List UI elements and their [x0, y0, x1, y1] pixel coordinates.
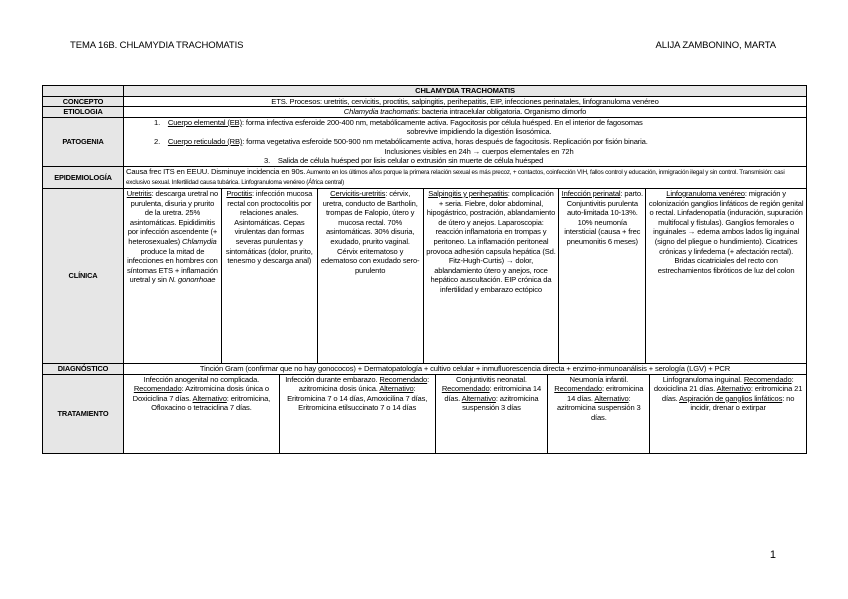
recommended-label: Recomendado [133, 384, 182, 394]
label-concepto: CONCEPTO [43, 96, 124, 107]
uretritis-italic-2: N. gonorrhoae [168, 275, 216, 285]
term-elementary-body: Cuerpo elemental (EB) [167, 117, 242, 127]
epidemiologia-main-text: Causa frec ITS en EEUU. Disminuye incidencia en 90s. [126, 166, 306, 176]
patogenia-item-1 [154, 118, 804, 128]
recommended-label: Recomendado [441, 384, 490, 394]
epidemiologia-small-text: Aumento en los últimos años porque la primera relación sexual es más precoz, + contactos, coinfección VIH, fallos control y educación, inmigración ilegal y sin control. Transmisión: casi exclusivo sexual. Infertilidad causa tubárica. Linfogranuloma venéreo (África central) [126, 168, 785, 187]
label-tratamiento: TRATAMIENTO [43, 374, 124, 453]
cervicitis-text: : cérvix, uretra, conducto de Bartholin, trompas de Falopio, útero y mucosa rectal. 70% asintomáticas. 30% disuria, exudado, prurito vaginal. Cérvix eritematoso y edematoso con exudado sero-purulento [320, 188, 420, 275]
item-text: Salida de célula huésped por lisis celular o extrusión sin muerte de célula huésped [277, 156, 544, 166]
treatment-heading: Neumonía infantil. [569, 374, 629, 384]
clinica-salpingitis [424, 189, 560, 363]
row-diagnostico [43, 363, 807, 374]
diagnostico-text: Tinción Gram (confirmar que no hay gonococos) + Dermatopatología + cultivo celular + inmufluorescencia directa + enzimo-inmunoanálisis + serología (LGV) + PCR [124, 363, 807, 374]
recommended-text: : Azitromicina dosis única o Doxiciclina 7 días. [132, 384, 269, 403]
recommended-text: : azitromicina dosis única. [298, 374, 430, 394]
item-number: 2. [154, 136, 161, 146]
alternative-label: Alternativo [461, 393, 496, 403]
clinica-perinatal [559, 189, 646, 363]
table-title-row [43, 86, 807, 97]
patogenia-cell [124, 117, 807, 166]
perinatal-text: : parto. Conjuntivitis purulenta auto-limitada 10-13%. 10% neumonía intersticial (causa + frec pneumonitis 6 meses) [564, 188, 643, 246]
alternative-label: Alternativo [379, 384, 414, 394]
recommended-text: : eritromicina 14 días. [567, 384, 644, 403]
concepto-text: ETS. Procesos: uretritis, cervicitis, proctitis, salpingitis, perihepatitis, EIP, infecciones perinatales, linfogranuloma venéreo [124, 96, 807, 107]
alternative-label: Alternativo [716, 384, 751, 394]
proctitis-text: : infección mucosa rectal con proctocolitis por relaciones anales. Asintomáticas. Cepas virulentas dan formas severas purulentas y sintomáticas (dolor, prurito, tenesmo y descarga anal) [225, 188, 313, 266]
aspiration-label: Aspiración de ganglios linfáticos [679, 393, 783, 403]
epidemiologia-cell [124, 166, 807, 188]
clinica-uretritis [124, 189, 222, 363]
uretritis-text: : descarga uretral no purulenta, disuria y prurito de la uretra. 25% asintomáticas. Epididimitis por infección ascendente (+ heterosexuales) [127, 188, 219, 246]
document-header-author: ALIJA ZAMBONINO, MARTA [655, 40, 776, 51]
patogenia-item-3 [154, 156, 804, 166]
page-number: 1 [769, 549, 776, 561]
label-epidemiologia: EPIDEMIOLOGÍA [43, 166, 124, 188]
chlamydia-summary-table [42, 85, 807, 454]
aspiration-text: : no incidir, drenar o extirpar [690, 393, 795, 413]
recommended-label: Recomendado [379, 374, 428, 384]
row-concepto [43, 96, 807, 107]
lgv-text: : migración y colonización ganglios linfáticos de región genital o rectal. Linfadenopatía (induración, supuración multifocal y fístulas). Ganglios femorales o inguinales → edema ambos lados lig inguinal (signo del pliegue o hundimiento). Cicatrices crónicas y linfedema (+ afectación rectal). Bridas cicatriciales del recto con estrechamientos fibróticos de luz del colon [648, 188, 804, 275]
alternative-text: : Eritromicina 7 o 14 días, Amoxicilina 7 días, Eritromicina etilsuccinato 7 o 14 días [287, 384, 428, 413]
tratamiento-linfogranuloma [650, 375, 806, 453]
row-patogenia [43, 117, 807, 166]
cervicitis-title: Cervicitis-uretritis [330, 188, 386, 198]
label-patogenia: PATOGENIA [43, 117, 124, 166]
proctitis-title: Proctitis [226, 188, 253, 198]
treatment-heading: Conjuntivitis neonatal. [456, 374, 527, 384]
salpingitis-text: : complicación + seria. Fiebre, dolor abdominal, hipogástrico, postración, ablandamiento de útero y anejos. Laparoscopia: reacción inflamatoria en trompas y peritoneo. La inflamación peritoneal provoca adhesión capsula hepática (Sd. Fitz-Hugh-Curtis) → dolor, ablandamiento útero y anejos, roce hepático auscultación. EIP crónica da infertilidad y embarazo ectópico [426, 188, 556, 294]
uretritis-text-2: produce la mitad de infecciones en hombres con síntomas ETS + inflamación uretral y sin [127, 246, 218, 285]
tratamiento-anogenital [124, 375, 280, 453]
item-text: : forma vegetativa esferoide 500-900 nm metabólicamente activa, horas después de fagocitosis. Replicación por fisión binaria. [242, 136, 648, 146]
patogenia-item-1-cont: sobrevive impidiendo la digestión lisosómica. [406, 127, 552, 137]
alternative-label: Alternativo [594, 393, 629, 403]
label-diagnostico: DIAGNÓSTICO [43, 363, 124, 374]
perinatal-title: Infección perinatal [561, 188, 621, 198]
tratamiento-cell [124, 374, 807, 453]
alternative-text: : eritromicina, Ofloxacino o tetraciclina 7 días. [151, 393, 271, 413]
etiologia-text: : bacteria intracelular obligatoria. Organismo dimorfo [417, 107, 587, 117]
item-text: : forma infectiva esferoide 200-400 nm, metabólicamente activa. Fagocitosis por célula huésped. En el interior de fagosomas [241, 117, 643, 127]
row-etiologia [43, 107, 807, 118]
row-tratamiento [43, 374, 807, 453]
clinica-proctitis [222, 189, 318, 363]
row-epidemiologia [43, 166, 807, 188]
alternative-text: : azitromicina suspensión 3 días [462, 393, 539, 413]
recommended-label: Recomendado [554, 384, 602, 394]
row-clinica [43, 188, 807, 363]
alternative-text: : azitromicina suspensión 3 días. [556, 393, 641, 422]
uretritis-title: Uretritis [126, 188, 152, 198]
alternative-text: : eritromicina 21 días. [661, 384, 803, 403]
etiologia-organism: Chlamydia trachomatis [343, 107, 418, 117]
term-reticulate-body: Cuerpo reticulado (RB) [167, 136, 243, 146]
uretritis-italic: Chlamydia [182, 236, 217, 246]
tratamiento-conjuntivitis [436, 375, 549, 453]
item-number: 3. [264, 156, 271, 166]
empty-header-cell [43, 86, 124, 97]
table-title: CHLAMYDIA TRACHOMATIS [124, 86, 807, 97]
clinica-lgv [646, 189, 806, 363]
label-etiologia: ETIOLOGIA [43, 107, 124, 118]
patogenia-item-2-cont: Inclusiones visibles en 24h → cuerpos elementales en 72h [384, 146, 574, 156]
salpingitis-title: Salpingitis y perihepatitis [428, 188, 508, 198]
clinica-cell [124, 188, 807, 363]
lgv-title: Linfogranuloma venéreo [666, 188, 745, 198]
tratamiento-neumonia [548, 375, 650, 453]
label-clinica: CLÍNICA [43, 188, 124, 363]
treatment-heading: Linfogranuloma inguinal. [662, 374, 742, 384]
tratamiento-embarazo [280, 375, 436, 453]
treatment-heading: Infección anogenital no complicada. [143, 374, 260, 384]
treatment-heading: Infección durante embarazo. [285, 374, 378, 384]
document-header-title: TEMA 16B. CHLAMYDIA TRACHOMATIS [70, 40, 244, 51]
recommended-text: : eritromicina 14 días. [444, 384, 542, 403]
etiologia-cell [124, 107, 807, 118]
clinica-cervicitis [318, 189, 424, 363]
item-number: 1. [154, 117, 161, 127]
alternative-label: Alternativo [192, 393, 227, 403]
recommended-label: Recomendado [743, 374, 792, 384]
patogenia-item-2 [154, 137, 804, 147]
recommended-text: : doxiciclina 21 días. [653, 374, 794, 394]
